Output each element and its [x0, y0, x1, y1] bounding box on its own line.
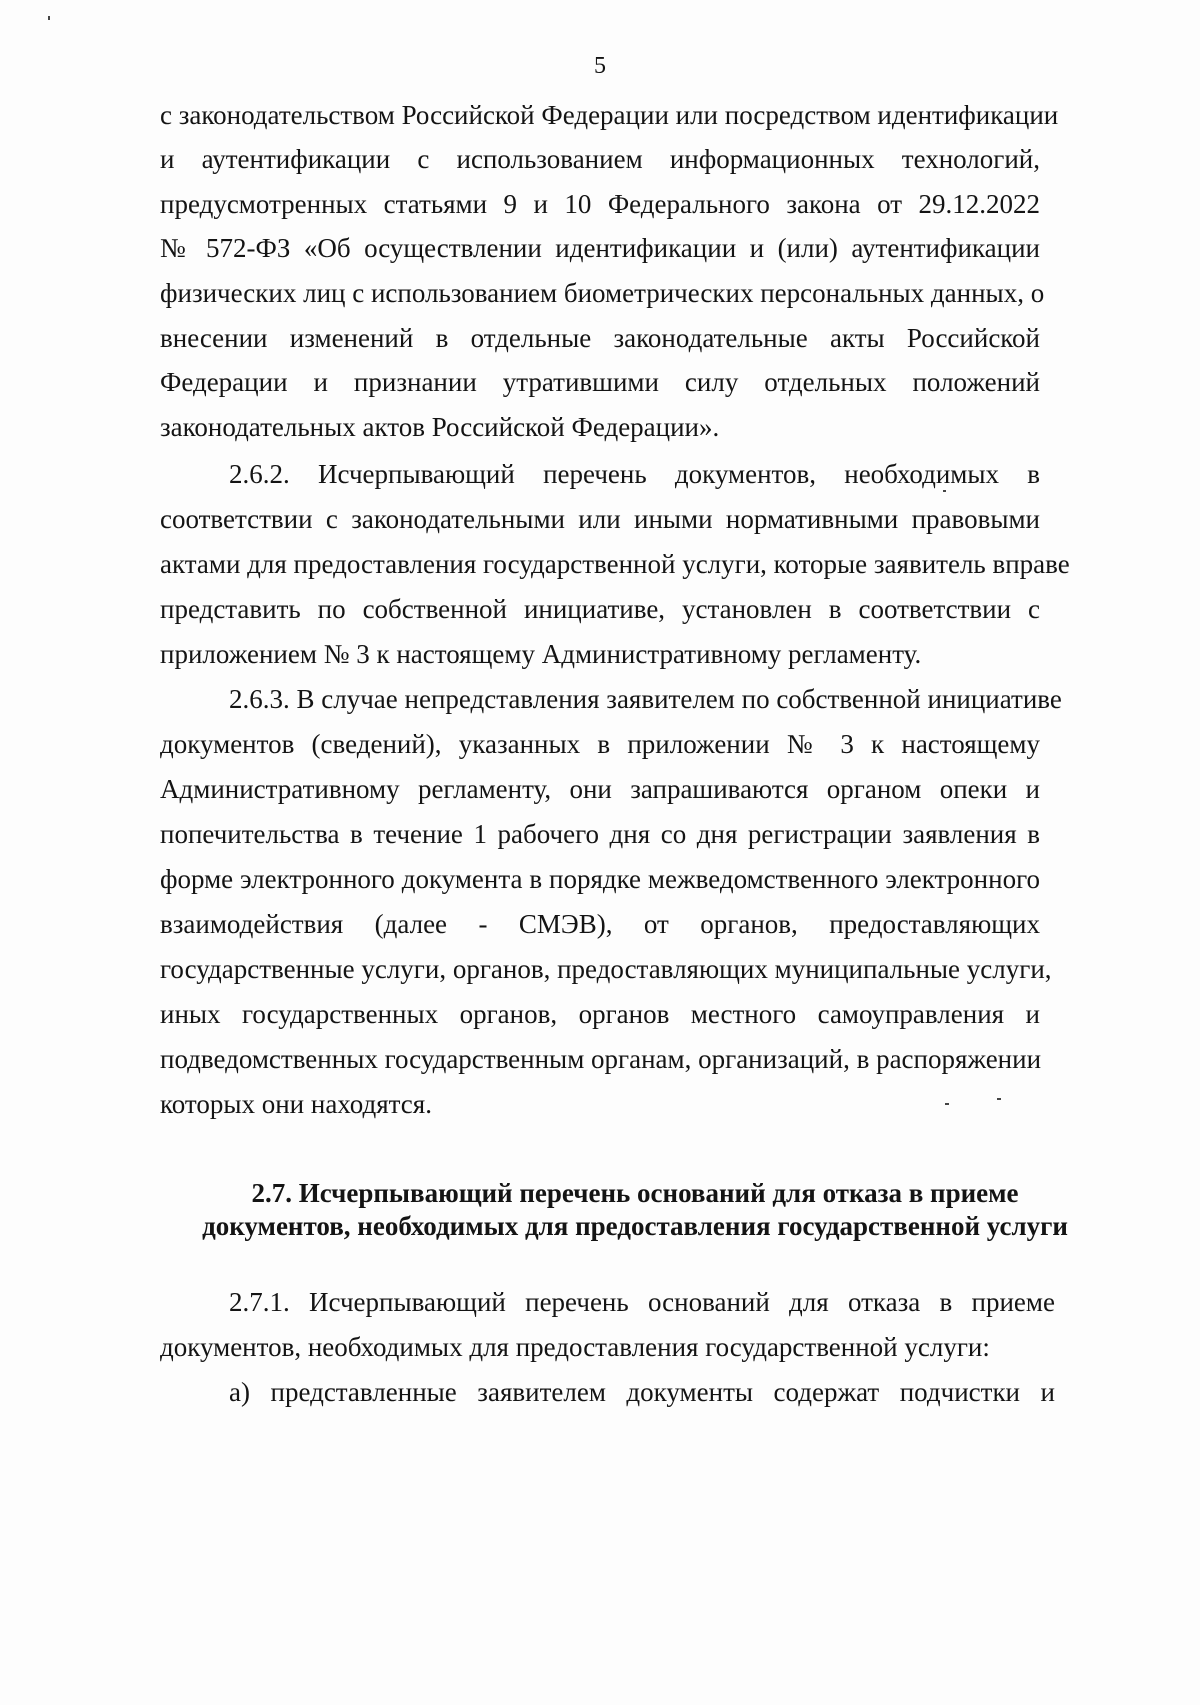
heading-line: 2.7. Исчерпывающий перечень оснований для отказа в приеме	[251, 1178, 1019, 1208]
text-line: внесении изменений в отдельные законодательные акты Российской	[160, 323, 1040, 353]
text-line: с законодательством Российской Федерации или посредством идентификации	[160, 100, 1059, 130]
text-line: физических лиц с использованием биометрических персональных данных, о	[160, 278, 1045, 308]
scan-speck	[997, 1098, 1001, 1100]
text-line: предусмотренных статьями 9 и 10 Федерального закона от 29.12.2022	[160, 189, 1040, 219]
text-line: законодательных актов Российской Федерации».	[160, 412, 720, 442]
text-line: иных государственных органов, органов местного самоуправления и	[160, 999, 1040, 1029]
text-line: Федерации и признании утратившими силу отдельных положений	[160, 367, 1040, 397]
text-line: актами для предоставления государственной услуги, которые заявитель вправе	[160, 549, 1070, 579]
text-line: № 572-ФЗ «Об осуществлении идентификации и (или) аутентификации	[160, 233, 1040, 263]
text-line: документов, необходимых для предоставления государственной услуги:	[160, 1332, 990, 1362]
scan-speck	[48, 16, 50, 20]
text-line: Административному регламенту, они запрашиваются органом опеки и	[160, 774, 1040, 804]
text-line: попечительства в течение 1 рабочего дня со дня регистрации заявления в	[160, 819, 1040, 849]
scan-speck	[945, 1103, 949, 1105]
text-line: представить по собственной инициативе, установлен в соответствии с	[160, 594, 1040, 624]
text-line: которых они находятся.	[160, 1089, 432, 1119]
text-line: форме электронного документа в порядке межведомственного электронного	[160, 864, 1040, 894]
heading-line: документов, необходимых для предоставления государственной услуги	[202, 1211, 1068, 1241]
text-line: взаимодействия (далее - СМЭВ), от органов, предоставляющих	[160, 909, 1040, 939]
text-line: государственные услуги, органов, предоставляющих муниципальные услуги,	[160, 954, 1052, 984]
scan-speck	[943, 490, 946, 492]
text-line: соответствии с законодательными или иными нормативными правовыми	[160, 504, 1040, 534]
text-line: 2.6.2. Исчерпывающий перечень документов, необходимых в	[229, 459, 1040, 489]
page-number: 5	[594, 53, 606, 79]
text-line: подведомственных государственным органам, организаций, в распоряжении	[160, 1044, 1042, 1074]
text-line: 2.6.3. В случае непредставления заявителем по собственной инициативе	[229, 684, 1062, 714]
text-line: а) представленные заявителем документы содержат подчистки и	[229, 1377, 1055, 1407]
text-line: 2.7.1. Исчерпывающий перечень оснований для отказа в приеме	[229, 1287, 1055, 1317]
text-line: приложением № 3 к настоящему Административному регламенту.	[160, 639, 922, 669]
text-line: документов (сведений), указанных в приложении № 3 к настоящему	[160, 729, 1040, 759]
text-line: и аутентификации с использованием информационных технологий,	[160, 144, 1040, 174]
